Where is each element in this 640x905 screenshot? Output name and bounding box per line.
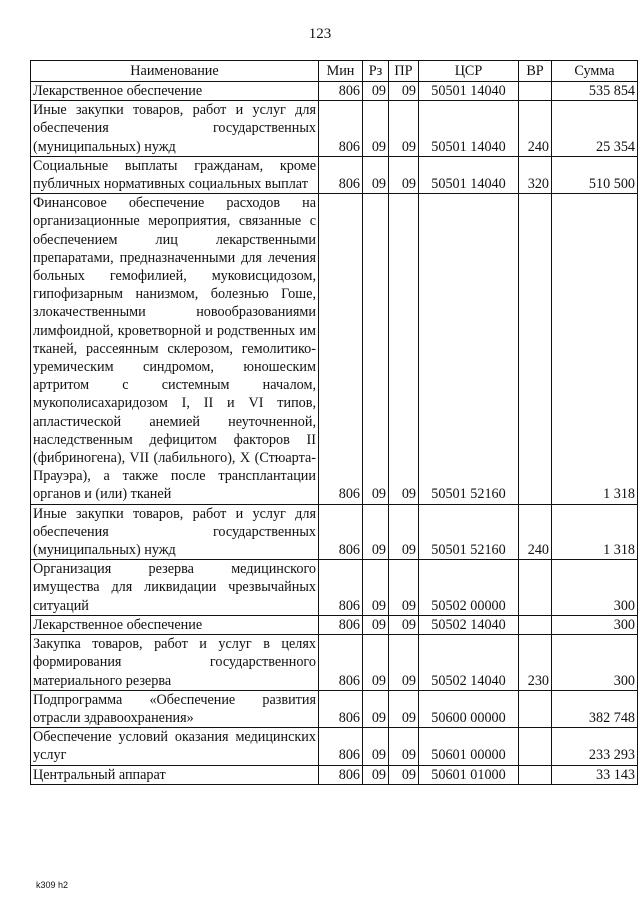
cell-rz: 09	[363, 504, 389, 560]
cell-sum: 25 354	[552, 101, 638, 157]
cell-rz: 09	[363, 615, 389, 634]
cell-csr: 50501 52160	[419, 504, 519, 560]
table-row	[31, 156, 638, 193]
cell-name: Лекарственное обеспечение	[31, 615, 319, 634]
cell-pr: 09	[389, 635, 419, 691]
cell-rz: 09	[363, 194, 389, 504]
cell-vr: 240	[519, 101, 552, 157]
cell-rz: 09	[363, 101, 389, 157]
cell-vr: 320	[519, 156, 552, 193]
cell-rz: 09	[363, 156, 389, 193]
cell-pr: 09	[389, 765, 419, 784]
table-header-row	[31, 61, 638, 82]
cell-min: 806	[319, 82, 363, 101]
cell-sum: 382 748	[552, 690, 638, 727]
cell-vr	[519, 615, 552, 634]
col-header-vr: ВР	[519, 61, 552, 82]
cell-vr	[519, 690, 552, 727]
cell-name: Центральный аппарат	[31, 765, 319, 784]
cell-min: 806	[319, 504, 363, 560]
cell-sum: 300	[552, 560, 638, 616]
cell-pr: 09	[389, 156, 419, 193]
cell-csr: 50502 14040	[419, 635, 519, 691]
cell-name: Организация резерва медицинского имущества для ликвидации чрезвычайных ситуаций	[31, 560, 319, 616]
cell-name: Финансовое обеспечение расходов на организационные мероприятия, связанные с обеспечением лиц лекарственными препаратами, предназначенными для лечения больных гемофилией, муковисцидозом, гипофизарным нанизмом, болезнью Гоше, злокачественными новообразованиями лимфоидной, кроветворной и родственных им тканей, рассеянным склерозом, гемолитико-уремическим синдромом, юношеским артритом с системным началом, мукополисахаридозом I, II и VI типов, апластической анемией неуточненной, наследственным дефицитом факторов II (фибриногена), VII (лабильного), X (Стюарта-Прауэра), а также после трансплантации органов и (или) тканей	[31, 194, 319, 504]
table-row	[31, 82, 638, 101]
col-header-pr: ПР	[389, 61, 419, 82]
cell-name: Подпрограмма «Обеспечение развития отрасли здравоохранения»	[31, 690, 319, 727]
cell-min: 806	[319, 690, 363, 727]
cell-rz: 09	[363, 690, 389, 727]
cell-vr	[519, 82, 552, 101]
cell-sum: 1 318	[552, 194, 638, 504]
cell-min: 806	[319, 765, 363, 784]
cell-sum: 510 500	[552, 156, 638, 193]
table-row	[31, 101, 638, 157]
cell-sum: 300	[552, 635, 638, 691]
budget-table	[30, 60, 638, 785]
cell-csr: 50600 00000	[419, 690, 519, 727]
footer-code: k309 h2	[36, 880, 69, 890]
table-row	[31, 504, 638, 560]
cell-min: 806	[319, 728, 363, 765]
cell-sum: 1 318	[552, 504, 638, 560]
cell-vr	[519, 194, 552, 504]
cell-pr: 09	[389, 560, 419, 616]
col-header-csr: ЦСР	[419, 61, 519, 82]
cell-vr: 230	[519, 635, 552, 691]
page-number: 123	[308, 26, 332, 42]
cell-pr: 09	[389, 690, 419, 727]
cell-min: 806	[319, 635, 363, 691]
cell-csr: 50501 14040	[419, 82, 519, 101]
cell-rz: 09	[363, 560, 389, 616]
table-row	[31, 194, 638, 504]
col-header-min: Мин	[319, 61, 363, 82]
cell-vr	[519, 728, 552, 765]
cell-sum: 535 854	[552, 82, 638, 101]
cell-pr: 09	[389, 82, 419, 101]
table-row	[31, 765, 638, 784]
col-header-name: Наименование	[31, 61, 319, 82]
cell-csr: 50501 14040	[419, 101, 519, 157]
table-row	[31, 635, 638, 691]
cell-rz: 09	[363, 635, 389, 691]
table-row	[31, 615, 638, 634]
cell-csr: 50502 00000	[419, 560, 519, 616]
table-row	[31, 728, 638, 765]
cell-csr: 50601 00000	[419, 728, 519, 765]
cell-min: 806	[319, 560, 363, 616]
cell-min: 806	[319, 101, 363, 157]
cell-csr: 50501 52160	[419, 194, 519, 504]
cell-csr: 50601 01000	[419, 765, 519, 784]
cell-pr: 09	[389, 504, 419, 560]
cell-min: 806	[319, 194, 363, 504]
cell-rz: 09	[363, 82, 389, 101]
cell-vr: 240	[519, 504, 552, 560]
col-header-rz: Рз	[363, 61, 389, 82]
cell-name: Иные закупки товаров, работ и услуг для обеспечения государственных (муниципальных) нужд	[31, 504, 319, 560]
cell-name: Обеспечение условий оказания медицинских услуг	[31, 728, 319, 765]
cell-sum: 300	[552, 615, 638, 634]
table-row	[31, 560, 638, 616]
cell-name: Лекарственное обеспечение	[31, 82, 319, 101]
cell-rz: 09	[363, 765, 389, 784]
table-row	[31, 690, 638, 727]
cell-min: 806	[319, 156, 363, 193]
col-header-sum: Сумма	[552, 61, 638, 82]
cell-pr: 09	[389, 728, 419, 765]
cell-pr: 09	[389, 194, 419, 504]
cell-name: Иные закупки товаров, работ и услуг для обеспечения государственных (муниципальных) нужд	[31, 101, 319, 157]
cell-vr	[519, 765, 552, 784]
cell-name: Социальные выплаты гражданам, кроме публичных нормативных социальных выплат	[31, 156, 319, 193]
cell-rz: 09	[363, 728, 389, 765]
cell-name: Закупка товаров, работ и услуг в целях формирования государственного материального резерва	[31, 635, 319, 691]
cell-pr: 09	[389, 101, 419, 157]
cell-vr	[519, 560, 552, 616]
cell-csr: 50502 14040	[419, 615, 519, 634]
cell-min: 806	[319, 615, 363, 634]
cell-pr: 09	[389, 615, 419, 634]
cell-sum: 33 143	[552, 765, 638, 784]
cell-sum: 233 293	[552, 728, 638, 765]
cell-csr: 50501 14040	[419, 156, 519, 193]
